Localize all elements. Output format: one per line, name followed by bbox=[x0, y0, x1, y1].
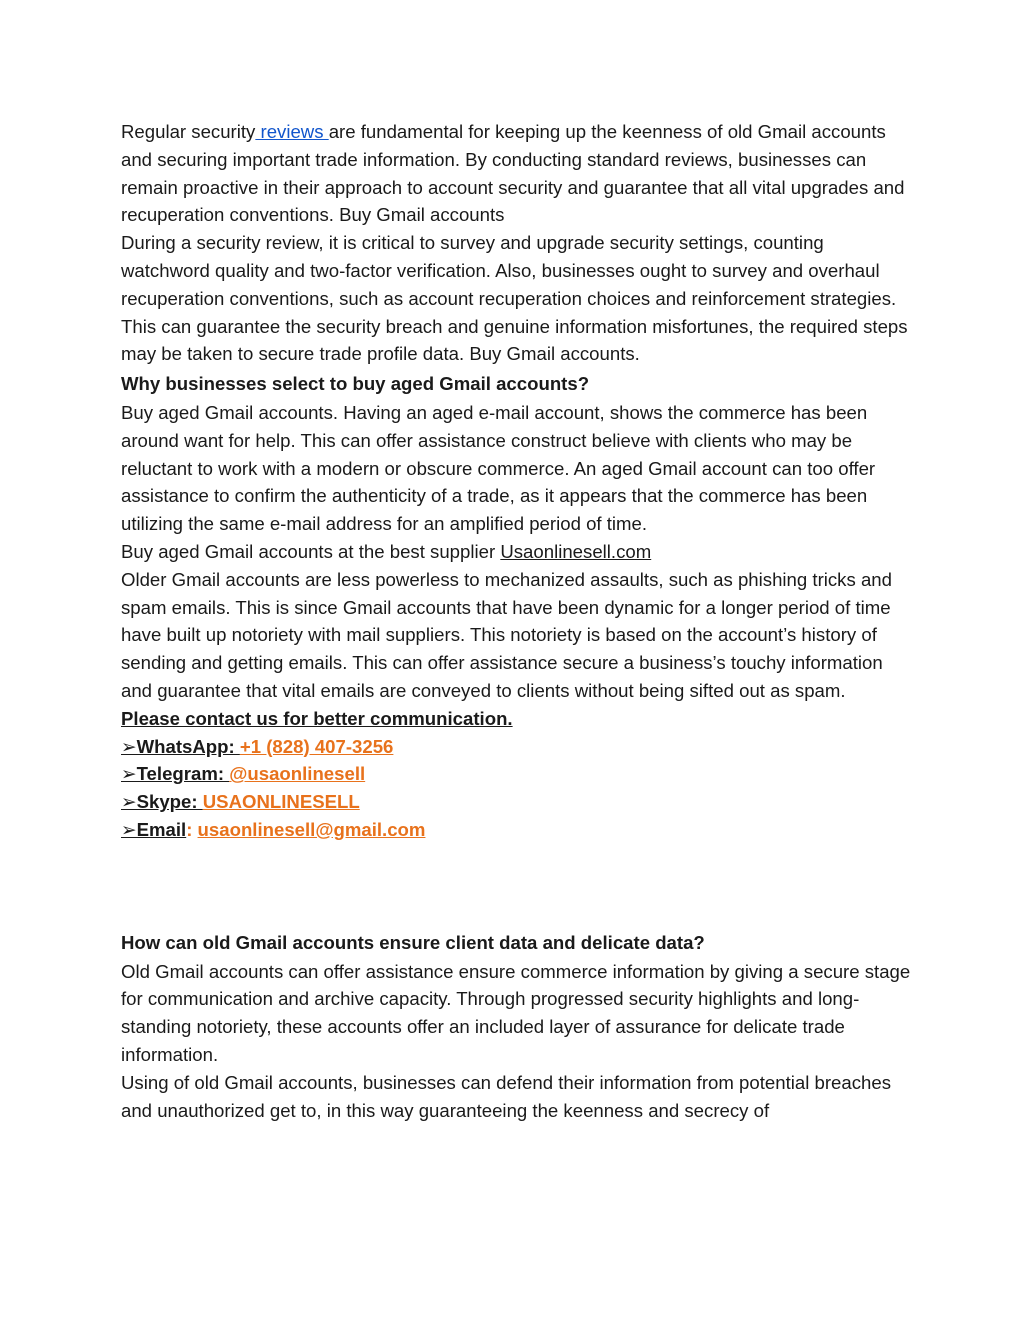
heading-why-businesses: Why businesses select to buy aged Gmail accounts? bbox=[121, 373, 590, 395]
paragraph-best-supplier bbox=[121, 538, 911, 566]
heading-client-data: How can old Gmail accounts ensure client data and delicate data? bbox=[121, 931, 705, 953]
paragraph-text: are fundamental for keeping up the keenness of old Gmail accounts and securing important trade information. By conducting standard reviews, businesses can remain proactive in their approach to account security and guarantee that all vital upgrades and recuperation conventions. Buy Gmail accounts bbox=[121, 121, 905, 226]
document-page bbox=[121, 118, 911, 1124]
reviews-link[interactable]: reviews bbox=[255, 121, 329, 142]
paragraph-older-accounts: Older Gmail accounts are less powerless to mechanized assaults, such as phishing tricks and spam emails. This is since Gmail accounts that have been dynamic for a longer period of time have built up notoriety with mail suppliers. This notoriety is based on the account’s history of sending and getting emails. This can offer assistance secure a business’s touchy information and guarantee that vital emails are conveyed to clients without being sifted out as spam. bbox=[121, 568, 892, 701]
contact-title: Please contact us for better communication. bbox=[121, 707, 513, 729]
contact-skype bbox=[121, 788, 911, 816]
contact-email bbox=[121, 816, 911, 844]
email-link[interactable]: usaonlinesell@gmail.com bbox=[197, 818, 426, 840]
usaonlinesell-link[interactable]: Usaonlinesell.com bbox=[500, 540, 652, 562]
whatsapp-label: ➢WhatsApp: bbox=[121, 735, 240, 757]
blank-space bbox=[121, 844, 911, 927]
email-separator: : bbox=[186, 818, 198, 840]
paragraph-text: Buy aged Gmail accounts at the best supplier bbox=[121, 540, 501, 562]
paragraph-defend-information: Using of old Gmail accounts, businesses can defend their information from potential breaches and unauthorized get to, in this way guaranteeing the keenness and secrecy of bbox=[121, 1071, 891, 1121]
telegram-link[interactable]: @usaonlinesell bbox=[229, 763, 366, 785]
email-label: ➢Email bbox=[121, 818, 187, 840]
paragraph-ensure-commerce: Old Gmail accounts can offer assistance ensure commerce information by giving a secure stage for communication and archive capacity. Through progressed security highlights and long-standing notoriety, these accounts offer an included layer of assurance for delicate trade information. bbox=[121, 960, 911, 1065]
paragraph-aged-accounts: Buy aged Gmail accounts. Having an aged e-mail account, shows the commerce has been around want for help. This can offer assistance construct believe with clients who may be reluctant to work with a modern or obscure commerce. An aged Gmail account can too offer assistance to confirm the authenticity of a trade, as it appears that the commerce has been utilizing the same e-mail address for an amplified period of time. bbox=[121, 401, 876, 535]
contact-telegram bbox=[121, 760, 911, 788]
contact-block bbox=[121, 705, 911, 844]
telegram-label: ➢Telegram: bbox=[121, 763, 230, 785]
contact-whatsapp bbox=[121, 733, 911, 761]
whatsapp-link[interactable]: +1 (828) 407-3256 bbox=[239, 735, 394, 757]
skype-link[interactable]: USAONLINESELL bbox=[202, 791, 360, 813]
skype-label: ➢Skype: bbox=[121, 791, 203, 813]
paragraph-text: Regular security bbox=[121, 121, 256, 142]
paragraph-security-review-process: During a security review, it is critical to survey and upgrade security settings, counting watchword quality and two-factor verification. Also, businesses ought to survey and overhaul recuperation conventions, such as account recuperation choices and reinforcement strategies. This can guarantee the security breach and genuine information misfortunes, the required steps may be taken to secure trade profile data. Buy Gmail accounts. bbox=[121, 232, 908, 365]
paragraph-security-reviews bbox=[121, 118, 911, 229]
